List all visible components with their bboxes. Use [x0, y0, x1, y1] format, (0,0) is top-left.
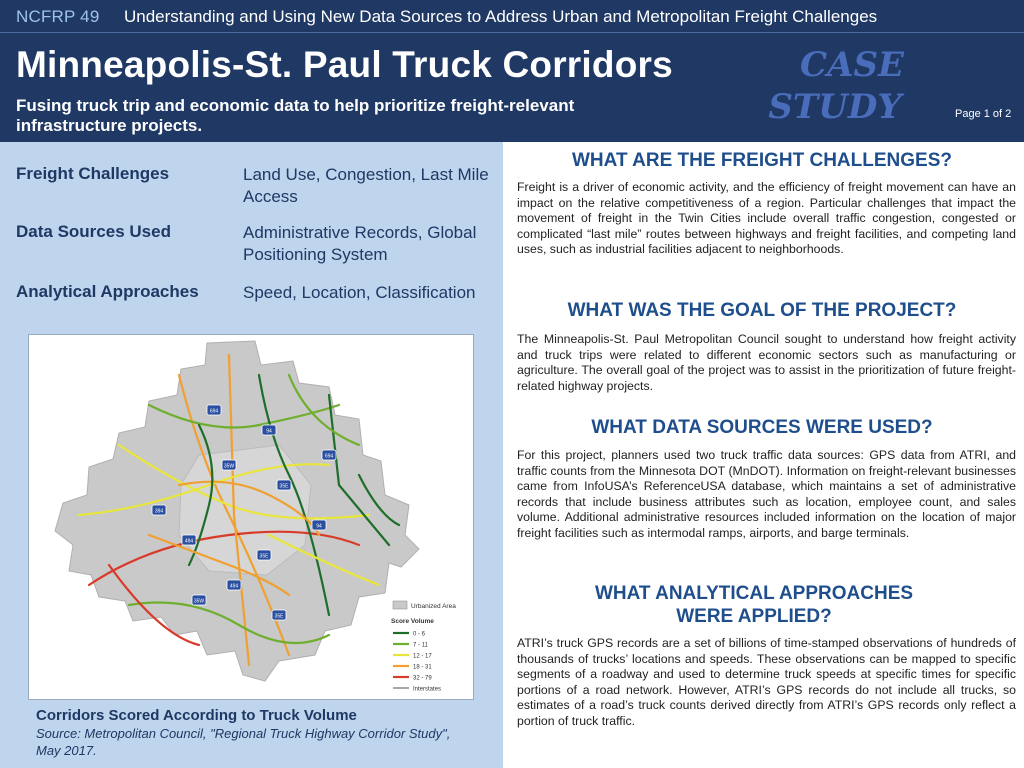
interstate-shield-label: 94 — [266, 428, 272, 435]
corridor-map — [28, 334, 474, 700]
section-heading-approaches-line1: WHAT ANALYTICAL APPROACHES — [594, 583, 914, 604]
interstate-shield-label: 35E — [274, 613, 284, 620]
section-body-data-sources: For this project, planners used two truck traffic data sources: GPS data from ATRI, and traffic counts from the Minnesota DOT (MnDOT). Information on freight-relevant businesses came from InfoUSA’s ReferenceUSA database, which maintains a set of administrative records that include business attributes such as location, employee count, and sales volume. Additional administrative resources included information on the location of major freight facilities such as intermodal ramps, airports, and barge terminals. — [517, 448, 1016, 540]
section-body-approaches: ATRI’s truck GPS records are a set of billions of time-stamped observations of hundreds of thousands of trucks’ locations and speeds. These observations can be mapped to specific segments of a roadway and used to determine truck speeds at specific times for specific portions of a road network. However, ATRI’s GPS records do not include all trucks, so estimates of a road’s truck counts derived directly from ATRI’s GPS records only reflect a portion of truck traffic. — [517, 636, 1016, 728]
legend-area-label: Urbanized Area — [411, 603, 456, 610]
legend-item-label: 32 - 79 — [413, 675, 432, 682]
interstate-shield-label: 35E — [259, 553, 269, 560]
case-word: CASE — [800, 45, 904, 85]
caption-title: Corridors Scored According to Truck Volume — [36, 707, 357, 724]
interstate-shield-label: 694 — [209, 408, 219, 415]
legend-item-label: 7 - 11 — [413, 642, 428, 649]
summary-label: Data Sources Used — [16, 222, 171, 241]
interstate-shield-label: 35E — [279, 483, 289, 490]
interstate-shield-label: 35W — [223, 463, 235, 470]
series-title: Understanding and Using New Data Sources to Address Urban and Metropolitan Freight Challenges — [124, 7, 878, 26]
interstate-shield-label: 694 — [324, 453, 334, 460]
summary-value: Administrative Records, Global Positioning System — [243, 223, 477, 264]
section-heading-data-sources: WHAT DATA SOURCES WERE USED? — [591, 417, 933, 438]
page-subtitle: Fusing truck trip and economic data to help prioritize freight-relevant infrastructure projects. — [16, 96, 575, 135]
section-heading-challenges: WHAT ARE THE FREIGHT CHALLENGES? — [572, 150, 952, 171]
interstate-shield-label: 494 — [229, 583, 239, 590]
corridor-map-graphic — [29, 335, 475, 701]
summary-value: Speed, Location, Classification — [243, 283, 476, 302]
interstate-shield-label: 394 — [154, 508, 164, 515]
study-word: STUDY — [768, 87, 902, 127]
section-heading-goal: WHAT WAS THE GOAL OF THE PROJECT? — [567, 300, 957, 321]
series-bar — [0, 0, 1024, 33]
header-banner — [0, 0, 1024, 142]
summary-label: Freight Challenges — [16, 164, 170, 183]
legend-items — [393, 632, 441, 693]
interstate-shield-label: 35W — [193, 598, 205, 605]
map-legend — [391, 601, 456, 693]
legend-item-label: 18 - 31 — [413, 664, 432, 671]
interstate-shield-label: 94 — [316, 523, 322, 530]
interstate-shield-label: 494 — [184, 538, 194, 545]
section-heading-approaches-line2: WERE APPLIED? — [676, 606, 832, 627]
caption-source: Source: Metropolitan Council, "Regional Truck Highway Corridor Study", May 2017. — [36, 726, 451, 758]
page-title: Minneapolis-St. Paul Truck Corridors — [16, 44, 673, 85]
section-body-goal: The Minneapolis-St. Paul Metropolitan Council sought to understand how freight activity and truck trips were related to different economic sectors such as manufacturing or agriculture. The overall goal of the project was to assist in the prioritization of future freight-related highway projects. — [517, 332, 1016, 393]
summary-panel — [0, 142, 503, 768]
series-number: NCFRP 49 — [16, 7, 100, 26]
legend-area-swatch — [393, 601, 407, 609]
legend-title: Score Volume — [391, 618, 434, 625]
legend-item-label: Interstates — [413, 686, 442, 693]
legend-item-label: 12 - 17 — [413, 653, 432, 660]
summary-value: Land Use, Congestion, Last Mile Access — [243, 165, 489, 206]
map-caption — [36, 706, 476, 759]
case-study-badge — [756, 44, 936, 128]
page-number: Page 1 of 2 — [955, 108, 1012, 120]
section-body-challenges: Freight is a driver of economic activity, and the efficiency of freight movement can have an impact on the relative competitiveness of a region. Particular challenges that impact the movement of freight in the Twin Cities include overall traffic congestion, congested or complicated “last mile” routes between highways and freight facilities, and competing land uses, such as industrial facilities adjacent to neighborhoods. — [517, 180, 1016, 256]
summary-label: Analytical Approaches — [16, 282, 199, 301]
legend-item-label: 0 - 6 — [413, 631, 426, 638]
